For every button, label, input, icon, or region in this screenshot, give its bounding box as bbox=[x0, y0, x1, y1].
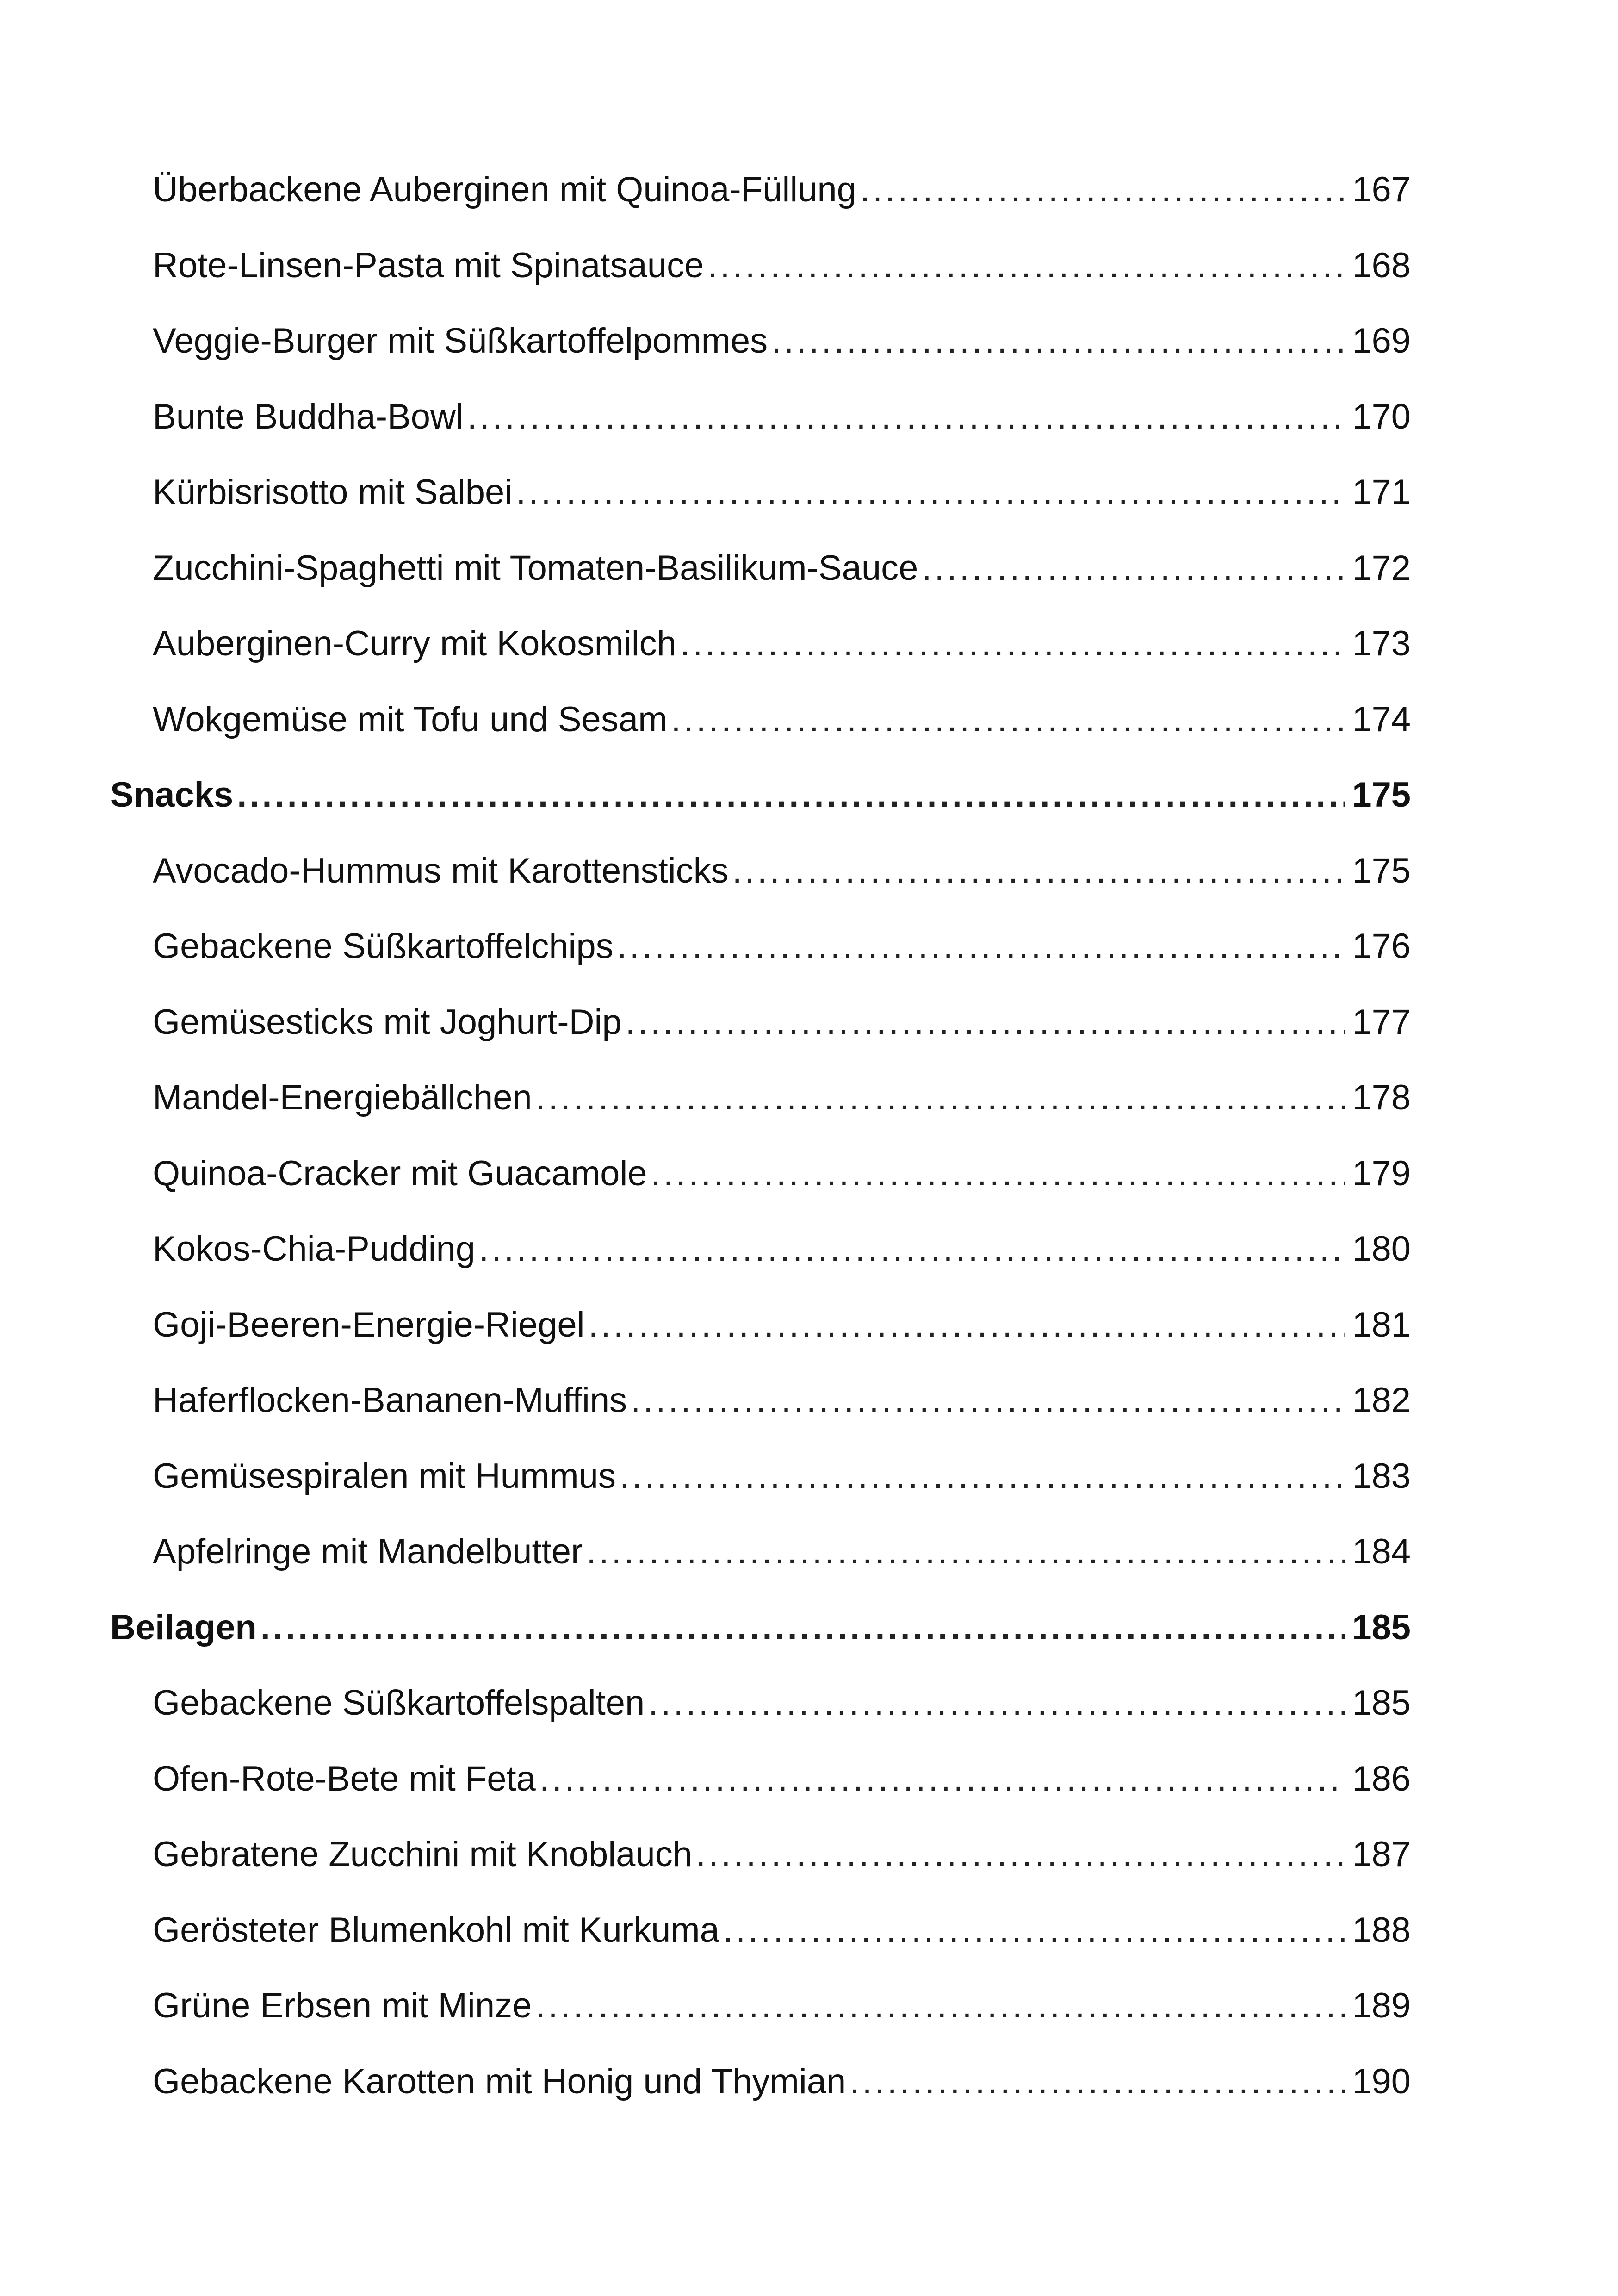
toc-entry-title: Kürbisrisotto mit Salbei bbox=[153, 473, 513, 512]
toc-entry-row bbox=[153, 385, 1411, 449]
toc-entry-title: Ofen-Rote-Bete mit Feta bbox=[153, 1759, 536, 1798]
toc-dot-leader bbox=[260, 1595, 1345, 1660]
toc-entry-row bbox=[153, 1065, 1411, 1130]
toc-entry-row bbox=[153, 1217, 1411, 1282]
toc-dot-leader bbox=[707, 233, 1345, 298]
toc-entry-row bbox=[153, 309, 1411, 373]
toc-dot-leader bbox=[589, 1293, 1346, 1357]
toc-entry-row bbox=[153, 460, 1411, 525]
toc-page-number: 183 bbox=[1352, 1456, 1411, 1496]
toc-dot-leader bbox=[631, 1368, 1345, 1433]
toc-entry-row bbox=[153, 1519, 1411, 1584]
toc-dot-leader bbox=[723, 1898, 1345, 1963]
toc-page-number: 172 bbox=[1352, 548, 1411, 588]
toc-entry-title: Gemüsesticks mit Joghurt-Dip bbox=[153, 1002, 622, 1042]
toc-page-number: 176 bbox=[1352, 927, 1411, 966]
toc-entry-title: Haferflocken-Bananen-Muffins bbox=[153, 1381, 627, 1420]
toc-page-number: 173 bbox=[1352, 624, 1411, 663]
toc-entry-title: Veggie-Burger mit Süßkartoffelpommes bbox=[153, 321, 768, 361]
toc-entry-title: Mandel-Energiebällchen bbox=[153, 1078, 532, 1117]
toc-page-number: 184 bbox=[1352, 1532, 1411, 1571]
toc-dot-leader bbox=[922, 536, 1345, 601]
toc-entry-title: Bunte Buddha-Bowl bbox=[153, 397, 464, 436]
toc-entry-title: Gebratene Zucchini mit Knoblauch bbox=[153, 1835, 692, 1874]
toc-section-row bbox=[110, 763, 1411, 828]
toc-entry-row bbox=[153, 1973, 1411, 2038]
toc-page-number: 188 bbox=[1352, 1910, 1411, 1950]
toc-entry-row bbox=[153, 1898, 1411, 1963]
toc-page-number: 174 bbox=[1352, 699, 1411, 739]
toc-dot-leader bbox=[516, 460, 1345, 525]
toc-entry-row bbox=[153, 687, 1411, 752]
toc-entry-row bbox=[153, 990, 1411, 1055]
toc-entry-row bbox=[153, 1293, 1411, 1357]
toc-page-number: 186 bbox=[1352, 1759, 1411, 1798]
toc-entry-title: Gerösteter Blumenkohl mit Kurkuma bbox=[153, 1910, 719, 1950]
toc-entry-row bbox=[153, 839, 1411, 903]
toc-entry-row bbox=[153, 2049, 1411, 2114]
toc-page-number: 185 bbox=[1352, 1683, 1411, 1723]
toc-dot-leader bbox=[586, 1519, 1345, 1584]
toc-dot-leader bbox=[535, 1973, 1345, 2038]
toc-page-number: 175 bbox=[1352, 775, 1411, 815]
toc-entry-row bbox=[153, 157, 1411, 222]
toc-dot-leader bbox=[479, 1217, 1345, 1282]
toc-page-number: 179 bbox=[1352, 1153, 1411, 1193]
toc-entry-row bbox=[153, 1671, 1411, 1736]
toc-page-number: 180 bbox=[1352, 1229, 1411, 1269]
toc-entry-row bbox=[153, 1368, 1411, 1433]
toc-dot-leader bbox=[539, 1747, 1345, 1811]
toc-entry-title: Goji-Beeren-Energie-Riegel bbox=[153, 1305, 585, 1344]
toc-entry-title: Grüne Erbsen mit Minze bbox=[153, 1986, 532, 2025]
toc-dot-leader bbox=[648, 1671, 1345, 1736]
toc-entry-row bbox=[153, 1444, 1411, 1509]
toc-entry-row bbox=[153, 1822, 1411, 1887]
toc-page-number: 171 bbox=[1352, 473, 1411, 512]
toc-dot-leader bbox=[732, 839, 1346, 903]
toc-entry-title: Quinoa-Cracker mit Guacamole bbox=[153, 1153, 647, 1193]
toc-entry-title: Gebackene Süßkartoffelspalten bbox=[153, 1683, 645, 1723]
toc-page-number: 175 bbox=[1352, 851, 1411, 890]
toc-dot-leader bbox=[651, 1141, 1346, 1206]
toc-dot-leader bbox=[626, 990, 1346, 1055]
toc-page-number: 189 bbox=[1352, 1986, 1411, 2025]
toc-entry-title: Rote-Linsen-Pasta mit Spinatsauce bbox=[153, 245, 704, 285]
toc-section-title: Beilagen bbox=[110, 1607, 257, 1647]
toc-dot-leader bbox=[620, 1444, 1345, 1509]
toc-entry-row bbox=[153, 536, 1411, 601]
toc-page-number: 168 bbox=[1352, 245, 1411, 285]
toc-page-number: 181 bbox=[1352, 1305, 1411, 1344]
toc-page-number: 167 bbox=[1352, 170, 1411, 209]
toc-entry-row bbox=[153, 914, 1411, 979]
toc-section-row bbox=[110, 1595, 1411, 1660]
toc-dot-leader bbox=[860, 157, 1345, 222]
toc-entry-title: Gemüsespiralen mit Hummus bbox=[153, 1456, 616, 1496]
toc-page-number: 190 bbox=[1352, 2061, 1411, 2101]
toc-entry-title: Avocado-Hummus mit Karottensticks bbox=[153, 851, 729, 890]
toc-dot-leader bbox=[536, 1065, 1346, 1130]
toc-entry-row bbox=[153, 611, 1411, 676]
toc-entry-title: Apfelringe mit Mandelbutter bbox=[153, 1532, 583, 1571]
toc-page-number: 169 bbox=[1352, 321, 1411, 361]
toc-dot-leader bbox=[671, 687, 1345, 752]
toc-entry-row bbox=[153, 1747, 1411, 1811]
toc-entry-title: Zucchini-Spaghetti mit Tomaten-Basilikum-Sauce bbox=[153, 548, 918, 588]
toc-dot-leader bbox=[467, 385, 1345, 449]
toc-entry-title: Überbackene Auberginen mit Quinoa-Füllung bbox=[153, 170, 856, 209]
toc-entry-title: Wokgemüse mit Tofu und Sesam bbox=[153, 699, 668, 739]
toc-page-number: 185 bbox=[1352, 1607, 1411, 1647]
toc-page-number: 187 bbox=[1352, 1835, 1411, 1874]
toc-dot-leader bbox=[680, 611, 1345, 676]
toc-entry-row bbox=[153, 1141, 1411, 1206]
toc-dot-leader bbox=[237, 763, 1345, 828]
toc-dot-leader bbox=[849, 2049, 1345, 2114]
toc-entry-title: Gebackene Süßkartoffelchips bbox=[153, 927, 614, 966]
toc-page-number: 178 bbox=[1352, 1078, 1411, 1117]
toc-entry-title: Kokos-Chia-Pudding bbox=[153, 1229, 476, 1269]
toc-dot-leader bbox=[696, 1822, 1345, 1887]
toc-dot-leader bbox=[617, 914, 1346, 979]
toc-entry-title: Gebackene Karotten mit Honig und Thymian bbox=[153, 2061, 846, 2101]
toc-page-number: 170 bbox=[1352, 397, 1411, 436]
toc-dot-leader bbox=[771, 309, 1345, 373]
toc-entry-row bbox=[153, 233, 1411, 298]
toc-page-number: 182 bbox=[1352, 1381, 1411, 1420]
toc-entry-title: Auberginen-Curry mit Kokosmilch bbox=[153, 624, 676, 663]
toc-page-number: 177 bbox=[1352, 1002, 1411, 1042]
toc-section-title: Snacks bbox=[110, 775, 234, 815]
